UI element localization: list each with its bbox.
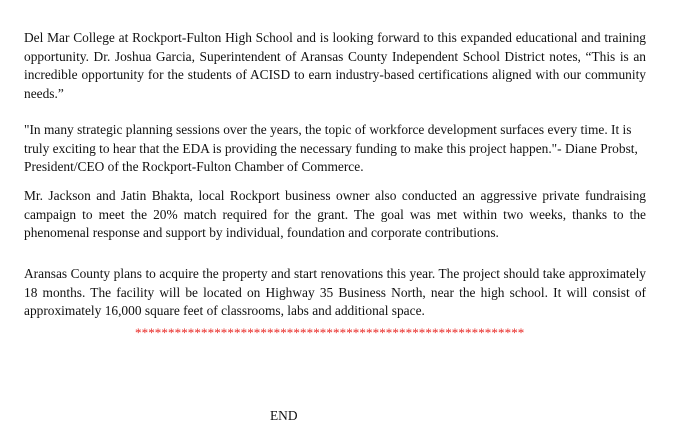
end-marker: END [270,408,298,423]
paragraph-property-plans: Aransas County plans to acquire the property and start renovations this year. The project should take approximately 18 months. The facility will be located on Highway 35 Business North, near the high school. It will consist of approximately 16,000 square feet of classrooms, labs and additional space. [24,266,646,318]
paragraph-del-mar-college: Del Mar College at Rockport-Fulton High School and is looking forward to this expanded educational and training opportunity. Dr. Joshua Garcia, Superintendent of Aransas County Independent School District notes, “This is an incredible opportunity for the students of ACISD to earn industry-based certifications aligned with our community needs.” [24,30,646,101]
paragraph-chamber-quote: "In many strategic planning sessions over the years, the topic of workforce development surfaces every time. It is truly exciting to hear that the EDA is providing the necessary funding to make this project happen."- Diane Probst, President/CEO of the Rockport-Fulton Chamber of Commerce. [24,122,638,174]
paragraph-fundraising: Mr. Jackson and Jatin Bhakta, local Rockport business owner also conducted an aggressive private fundraising campaign to meet the 20% match required for the grant. The goal was met within two weeks, thanks to the phenomenal response and support by individual, foundation and corporate contributions. [24,188,646,240]
asterisk-separator: *********************************************************** [135,325,525,340]
